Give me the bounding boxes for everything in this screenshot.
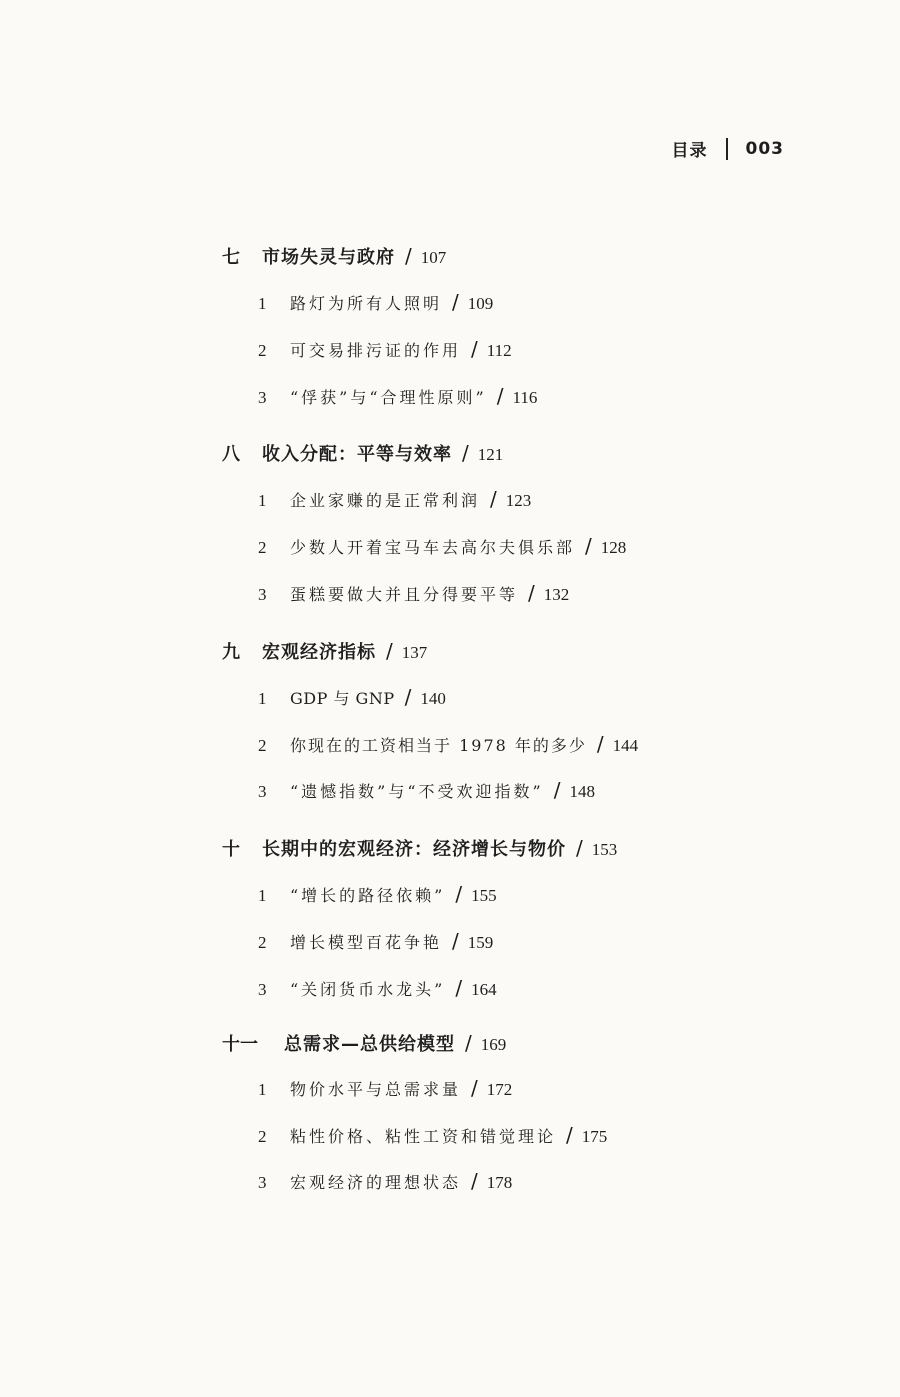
section-number: 2 [258, 341, 267, 360]
chapter-number: 七 [222, 247, 240, 268]
section-number: 2 [258, 1127, 267, 1146]
section-number: 2 [258, 736, 267, 755]
page-separator: / [455, 882, 463, 906]
section-entry[interactable] [258, 534, 626, 558]
chapter-page-number: 169 [480, 1035, 507, 1054]
chapter-title: 市场失灵与政府 [262, 247, 395, 268]
section-title: 增长模型百花争艳 [290, 933, 443, 952]
section-page-number: 123 [505, 491, 532, 510]
section-title: 企业家赚的是正常利润 [290, 491, 481, 510]
section-number: 1 [258, 886, 267, 905]
page-separator: / [465, 1031, 472, 1055]
section-page-number: 178 [486, 1173, 513, 1192]
page-separator: / [566, 1123, 573, 1147]
running-head-label: 目录 [671, 141, 708, 161]
page-separator: / [553, 778, 561, 802]
section-title: “关闭货币水龙头” [290, 980, 446, 999]
section-entry[interactable] [258, 1076, 512, 1100]
section-entry[interactable] [258, 487, 531, 511]
page-separator: / [455, 976, 463, 1000]
running-head-page-number: 003 [745, 138, 784, 159]
section-entry[interactable] [258, 337, 512, 361]
section-page-number: 159 [467, 933, 494, 952]
section-number: 2 [258, 933, 267, 952]
section-entry[interactable] [258, 685, 446, 709]
running-head-divider [726, 138, 728, 160]
chapter-number: 十一 [222, 1034, 258, 1055]
page-separator: / [471, 337, 478, 361]
section-page-number: 132 [543, 585, 570, 604]
page-separator: / [471, 1076, 478, 1100]
section-number: 1 [258, 1080, 267, 1099]
section-page-number: 144 [612, 736, 639, 755]
section-number: 3 [258, 782, 267, 801]
chapter-number: 十 [222, 839, 240, 860]
page-separator: / [452, 290, 459, 314]
section-number: 2 [258, 538, 267, 557]
section-number: 1 [258, 294, 267, 313]
chapter-title: 长期中的宏观经济：经济增长与物价 [262, 839, 566, 860]
chapter-title: 收入分配：平等与效率 [262, 444, 452, 465]
section-title: 蛋糕要做大并且分得要平等 [290, 585, 519, 604]
section-title: 可交易排污证的作用 [290, 341, 462, 360]
section-entry[interactable] [258, 882, 497, 906]
section-title: 粘性价格、粘性工资和错觉理论 [290, 1127, 557, 1146]
section-number: 3 [258, 1173, 267, 1192]
section-page-number: 172 [486, 1080, 513, 1099]
page-separator: / [404, 685, 412, 709]
section-entry[interactable] [258, 778, 595, 802]
chapter-number: 八 [222, 444, 240, 465]
section-title: 路灯为所有人照明 [290, 294, 443, 313]
section-entry[interactable] [258, 384, 537, 408]
page-separator: / [585, 534, 592, 558]
page-separator: / [490, 487, 497, 511]
page-separator: / [596, 732, 604, 756]
page-separator: / [471, 1169, 478, 1193]
section-page-number: 128 [600, 538, 627, 557]
section-page-number: 140 [420, 689, 446, 708]
section-page-number: 155 [471, 886, 497, 905]
chapter-heading[interactable] [222, 835, 617, 861]
chapter-title: 宏观经济指标 [262, 642, 376, 663]
section-page-number: 116 [512, 388, 538, 407]
section-entry[interactable] [258, 732, 638, 756]
section-number: 3 [258, 388, 267, 407]
chapter-heading[interactable] [222, 638, 427, 664]
page-separator: / [386, 639, 393, 663]
section-title: “遗憾指数”与“不受欢迎指数” [290, 782, 544, 801]
chapter-page-number: 107 [420, 248, 447, 267]
section-entry[interactable] [258, 929, 493, 953]
chapter-heading[interactable] [222, 440, 503, 466]
section-page-number: 148 [569, 782, 595, 801]
chapter-page-number: 121 [477, 445, 504, 464]
section-page-number: 112 [486, 341, 512, 360]
running-head [672, 136, 785, 161]
section-entry[interactable] [258, 976, 497, 1000]
chapter-heading[interactable] [222, 243, 446, 269]
section-title: 你现在的工资相当于 1978 年的多少 [290, 736, 587, 755]
section-entry[interactable] [258, 581, 569, 605]
section-entry[interactable] [258, 1169, 512, 1193]
section-number: 3 [258, 980, 267, 999]
section-page-number: 175 [581, 1127, 608, 1146]
section-number: 1 [258, 689, 267, 708]
page-separator: / [528, 581, 535, 605]
section-entry[interactable] [258, 290, 493, 314]
section-number: 3 [258, 585, 267, 604]
page-separator: / [462, 441, 469, 465]
page-separator: / [405, 244, 412, 268]
section-page-number: 164 [471, 980, 497, 999]
chapter-page-number: 153 [591, 840, 618, 859]
page-separator: / [452, 929, 459, 953]
section-title: 物价水平与总需求量 [290, 1080, 462, 1099]
chapter-page-number: 137 [401, 643, 428, 662]
page-separator: / [576, 836, 583, 860]
section-title: “增长的路径依赖” [290, 886, 446, 905]
section-title: GDP 与 GNP [290, 689, 395, 708]
section-page-number: 109 [467, 294, 494, 313]
chapter-number: 九 [222, 642, 240, 663]
page-separator: / [496, 384, 504, 408]
section-number: 1 [258, 491, 267, 510]
chapter-heading[interactable] [222, 1030, 506, 1056]
section-entry[interactable] [258, 1123, 607, 1147]
section-title: 宏观经济的理想状态 [290, 1173, 462, 1192]
section-title: “俘获”与“合理性原则” [290, 388, 487, 407]
chapter-title: 总需求—总供给模型 [284, 1034, 455, 1055]
section-title: 少数人开着宝马车去高尔夫俱乐部 [290, 538, 576, 557]
